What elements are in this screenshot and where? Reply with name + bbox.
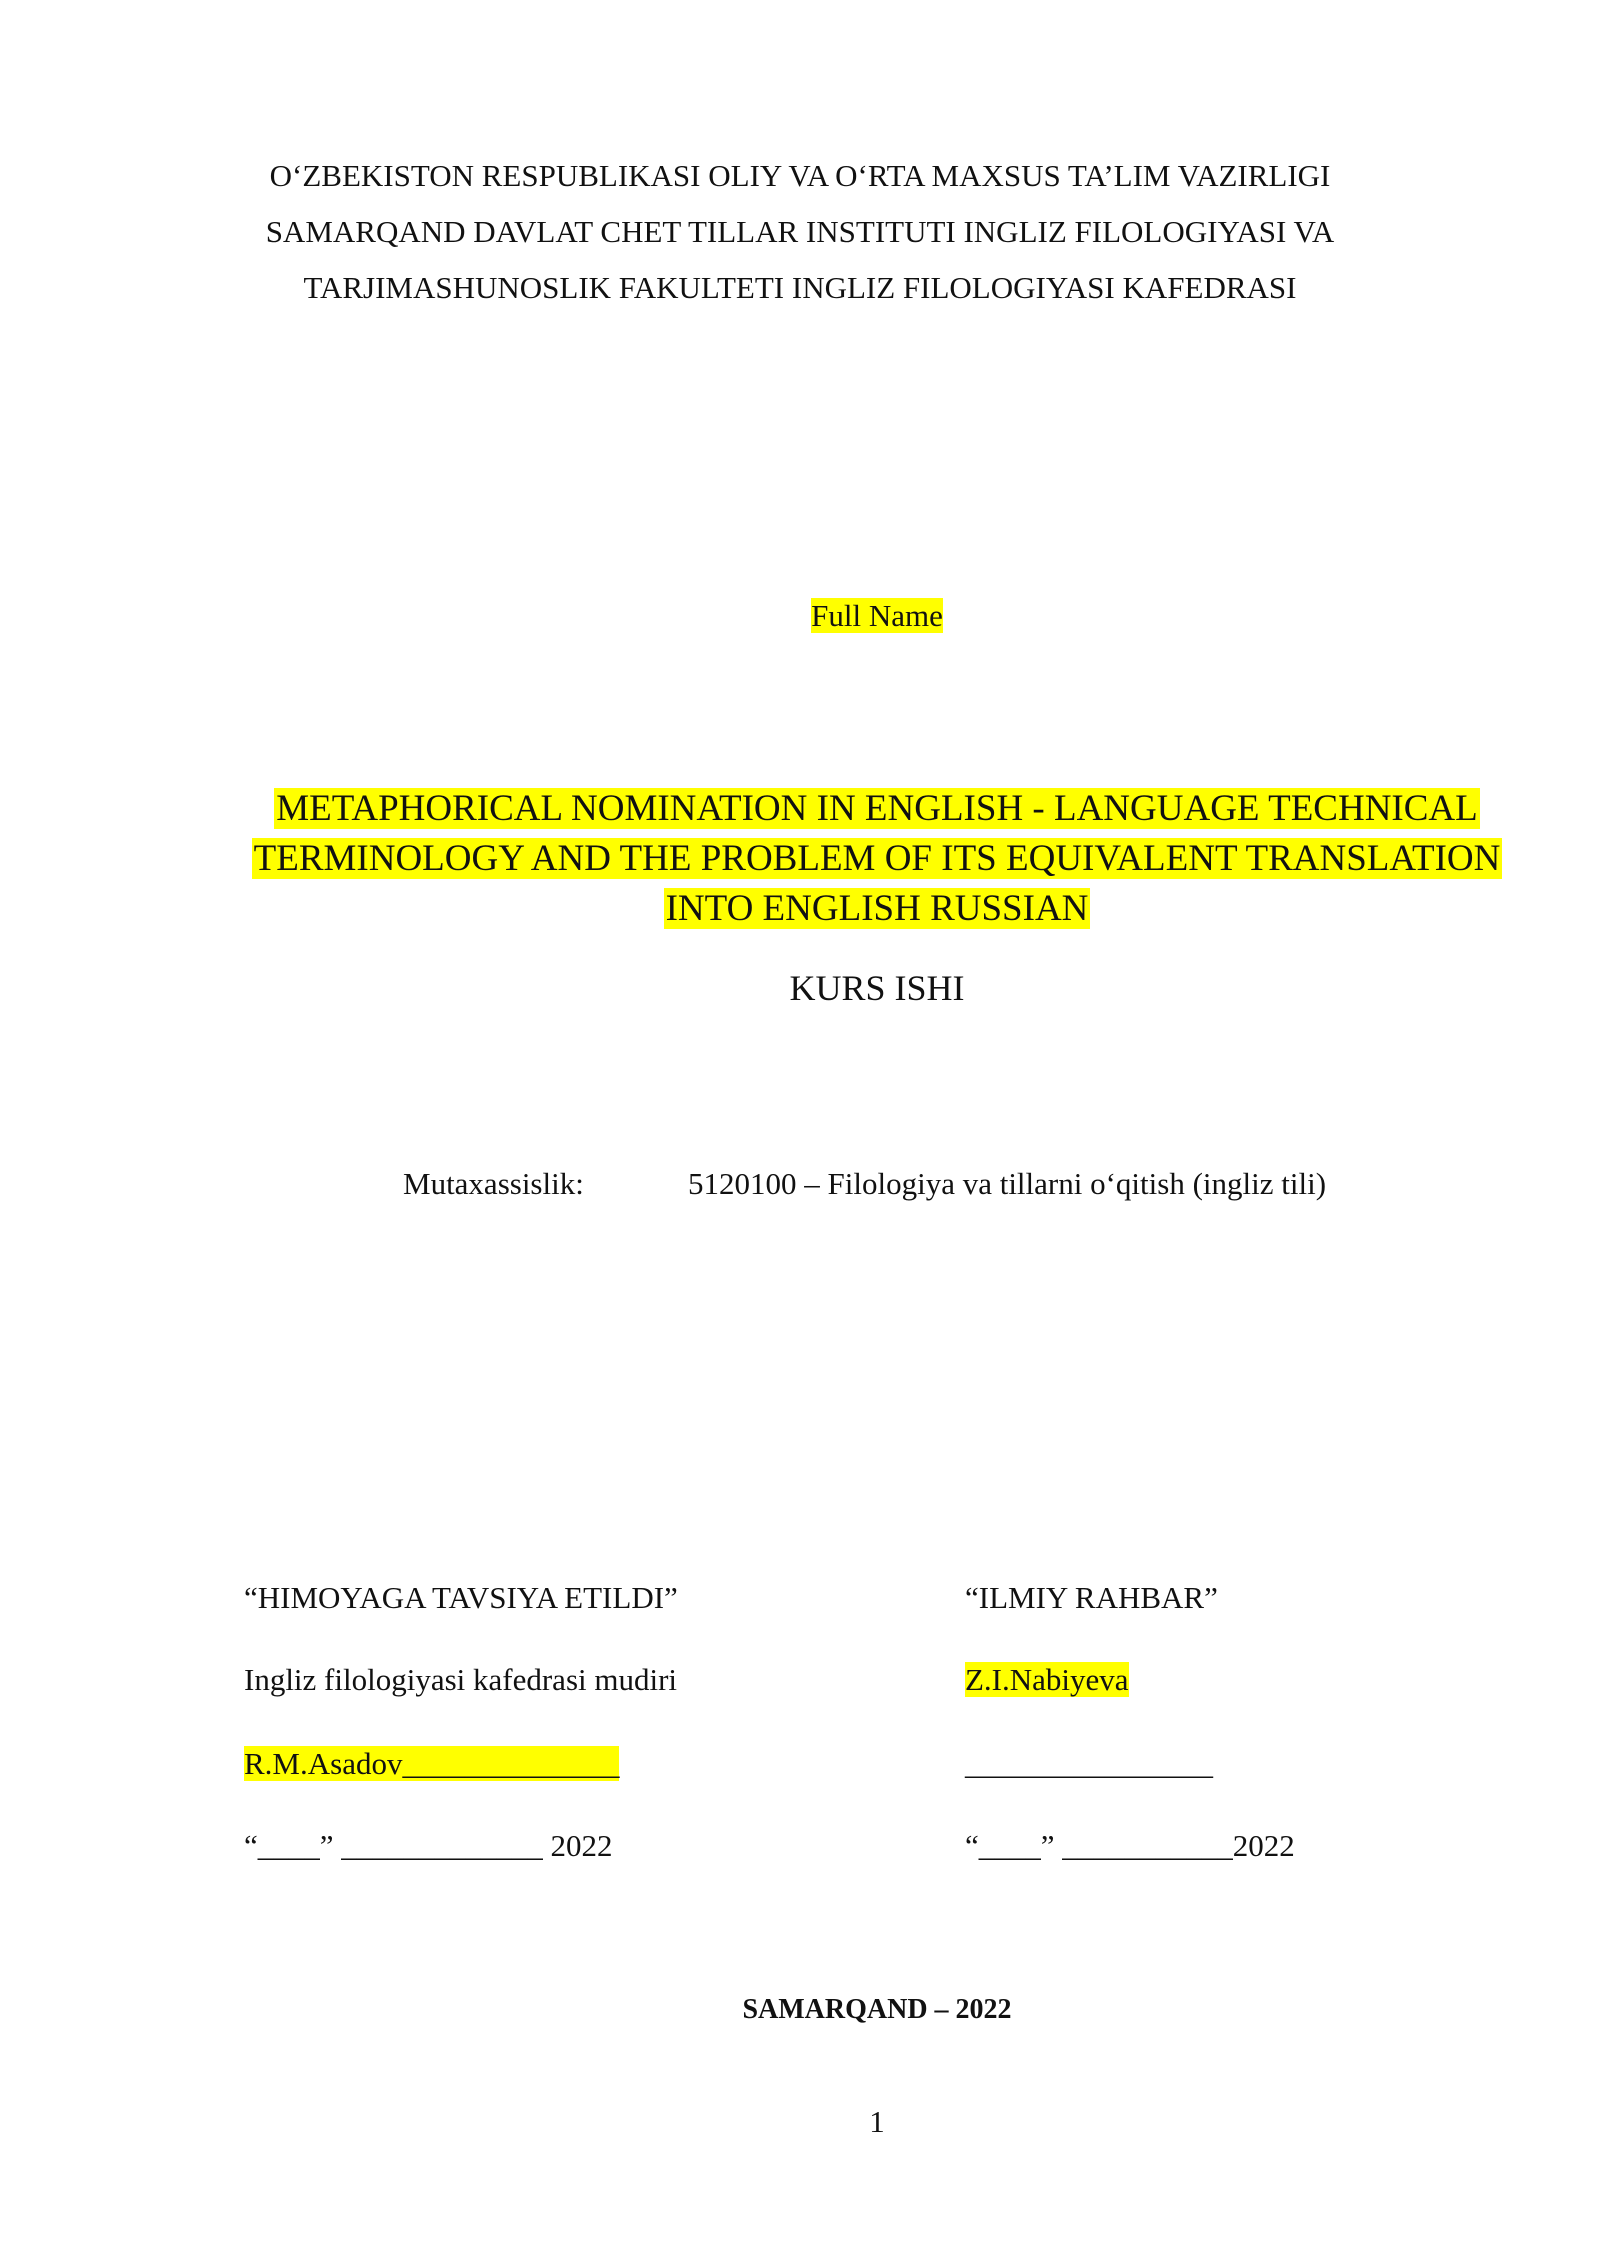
title-line-2: TERMINOLOGY AND THE PROBLEM OF ITS EQUIVALENT TRANSLATION bbox=[253, 838, 1501, 879]
title-line-1-wrap bbox=[200, 784, 1554, 834]
city-year: SAMARQAND – 2022 bbox=[742, 1994, 1012, 2025]
ministry-header bbox=[0, 148, 1600, 316]
department-head-signature-wrap bbox=[244, 1744, 619, 1784]
author-name: Full Name bbox=[811, 598, 943, 633]
title-line-1: METAPHORICAL NOMINATION IN ENGLISH - LANGUAGE TECHNICAL bbox=[276, 788, 1478, 829]
department-head-signature: R.M.Asadov______________ bbox=[244, 1746, 620, 1781]
title-line-3: INTO ENGLISH RUSSIAN bbox=[665, 888, 1089, 929]
department-head-position: Ingliz filologiyasi kafedrasi mudiri bbox=[244, 1662, 678, 1697]
page-number: 1 bbox=[869, 2104, 885, 2139]
specialty-value: 5120100 – Filologiya va tillarni o‘qitish (ingliz tili) bbox=[688, 1166, 1327, 1201]
work-type: KURS ISHI bbox=[789, 968, 965, 1008]
supervisor-name-wrap bbox=[965, 1660, 1129, 1700]
supervisor-signature-line: ________________ bbox=[965, 1746, 1213, 1781]
author-name-block bbox=[0, 596, 1600, 636]
recommended-heading: “HIMOYAGA TAVSIYA ETILDI” bbox=[244, 1580, 678, 1615]
supervisor-name: Z.I.Nabiyeva bbox=[965, 1662, 1129, 1697]
specialty-label: Mutaxassislik: bbox=[403, 1166, 584, 1201]
work-title bbox=[200, 784, 1554, 934]
supervisor-heading: “ILMIY RAHBAR” bbox=[965, 1580, 1218, 1615]
header-line-3: TARJIMASHUNOSLIK FAKULTETI INGLIZ FILOLOGIYASI KAFEDRASI bbox=[303, 270, 1297, 305]
header-line-1: O‘ZBEKISTON RESPUBLIKASI OLIY VA O‘RTA MAXSUS TA’LIM VAZIRLIGI bbox=[269, 158, 1331, 193]
right-date-line: “____” ___________2022 bbox=[965, 1828, 1295, 1863]
title-line-3-wrap bbox=[200, 884, 1554, 934]
left-date-line: “____” _____________ 2022 bbox=[244, 1828, 613, 1863]
title-line-2-wrap bbox=[200, 834, 1554, 884]
header-line-2: SAMARQAND DAVLAT CHET TILLAR INSTITUTI INGLIZ FILOLOGIYASI VA bbox=[265, 214, 1335, 249]
